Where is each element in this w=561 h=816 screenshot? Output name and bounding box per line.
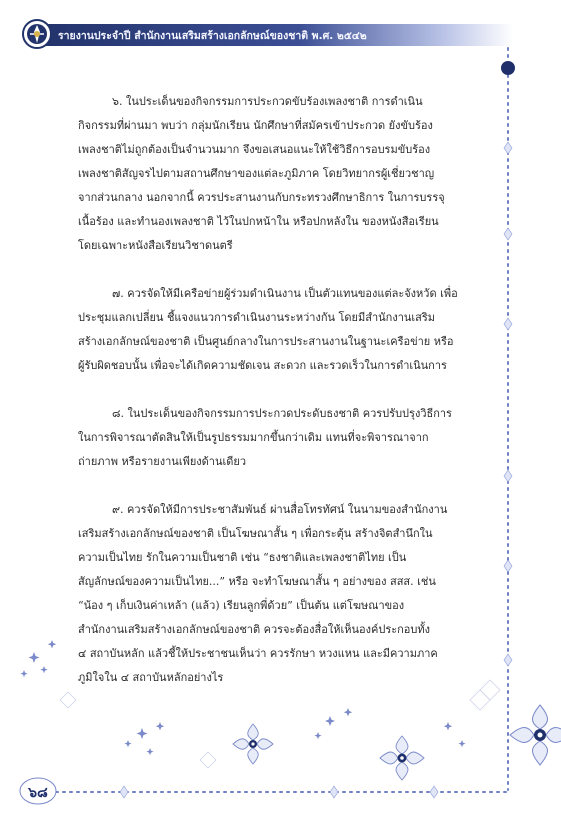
- text-line: สำนักงานเสริมสร้างเอกลักษณ์ของชาติ ควรจะต้องสื่อให้เห็นองค์ประกอบทั้ง: [78, 623, 430, 636]
- page-number: ๖๘: [28, 785, 48, 801]
- flower-ornament-large: [510, 705, 561, 765]
- header-title: รายงานประจำปี สำนักงานเสริมสร้างเอกลักษณ์ของชาติ พ.ศ. ๒๕๔๒: [58, 30, 367, 42]
- text-line: ภูมิใจใน ๔ สถาบันหลักอย่างไร: [78, 671, 224, 684]
- text-line: ๔ สถาบันหลัก แล้วชี้ให้ประชาชนเห็นว่า ควรรักษา หวงแหน และมีความภาค: [78, 647, 438, 660]
- text-line: เพลงชาติสัญจรไปตามสถานศึกษาของแต่ละภูมิภาค โดยวิทยากรผู้เชี่ยวชาญ: [78, 167, 435, 180]
- paragraph-item-9: [78, 498, 478, 690]
- text-line: ผู้รับผิดชอบนั้น เพื่อจะได้เกิดความชัดเจน สะดวก และรวดเร็วในการดำเนินการ: [78, 359, 447, 372]
- text-line: เนื้อร้อง และทำนองเพลงชาติ ไว้ในปกหน้าใน หรือปกหลังใน ของหนังสือเรียน: [78, 215, 439, 228]
- text-line: ๙. ควรจัดให้มีการประชาสัมพันธ์ ผ่านสื่อโทรทัศน์ ในนามของสำนักงาน: [112, 503, 448, 516]
- text-line: ๖. ในประเด็นของกิจกรรมการประกวดขับร้องเพลงชาติ การดำเนิน: [112, 95, 423, 108]
- paragraph-item-7: [78, 282, 478, 378]
- text-line: กิจกรรมที่ผ่านมา พบว่า กลุ่มนักเรียน นักศึกษาที่สมัครเข้าประกวด ยังขับร้อง: [78, 119, 433, 132]
- text-line: ๗. ควรจัดให้มีเครือข่ายผู้ร่วมดำเนินงาน เป็นตัวแทนของแต่ละจังหวัด เพื่อ: [112, 287, 458, 300]
- text-line: สร้างเอกลักษณ์ของชาติ เป็นศูนย์กลางในการประสานงานในฐานะเครือข่าย หรือ: [78, 335, 454, 348]
- text-line: ความเป็นไทย รักในความเป็นชาติ เช่น “ธงชาติและเพลงชาติไทย เป็น: [78, 551, 407, 564]
- text-line: “น้อง ๆ เก็บเงินค่าเหล้า (แล้ว) เรียนลูกพี่ด้วย” เป็นต้น แต่โฆษณาของ: [78, 599, 405, 612]
- text-line: ๘. ในประเด็นของกิจกรรมการประกวดประดับธงชาติ ควรปรับปรุงวิธีการ: [112, 407, 452, 420]
- emblem-icon: [22, 18, 52, 50]
- text-line: เสริมสร้างเอกลักษณ์ของชาติ เป็นโฆษณาสั้น ๆ เพื่อกระตุ้น สร้างจิตสำนึกใน: [78, 527, 433, 540]
- text-line: ถ่ายภาพ หรือรายงานเพียงด้านเดียว: [78, 455, 247, 468]
- text-line: ประชุมแลกเปลี่ยน ชี้แจงแนวการดำเนินงานระหว่างกัน โดยมีสำนักงานเสริม: [78, 311, 436, 324]
- text-line: สัญลักษณ์ของความเป็นไทย...” หรือ จะทำโฆษณาสั้น ๆ อย่างของ สสส. เช่น: [78, 575, 436, 588]
- text-line: เพลงชาติไม่ถูกต้องเป็นจำนวนมาก จึงขอเสนอแนะให้ใช้วิธีการอบรมขับร้อง: [78, 143, 431, 156]
- text-line: โดยเฉพาะหนังสือเรียนวิชาดนตรี: [78, 239, 233, 252]
- page-number-badge: [18, 776, 58, 806]
- body-text: [78, 90, 478, 714]
- text-line: ในการพิจารณาตัดสินให้เป็นรูปธรรมมากขึ้นกว่าเดิม แทนที่จะพิจารณาจาก: [78, 431, 429, 444]
- page-header: [8, 14, 508, 52]
- text-line: จากส่วนกลาง นอกจากนี้ ควรประสานงานกับกระทรวงศึกษาธิการ ในการบรรจุ: [78, 191, 445, 204]
- paragraph-item-8: [78, 402, 478, 474]
- paragraph-item-6: [78, 90, 478, 258]
